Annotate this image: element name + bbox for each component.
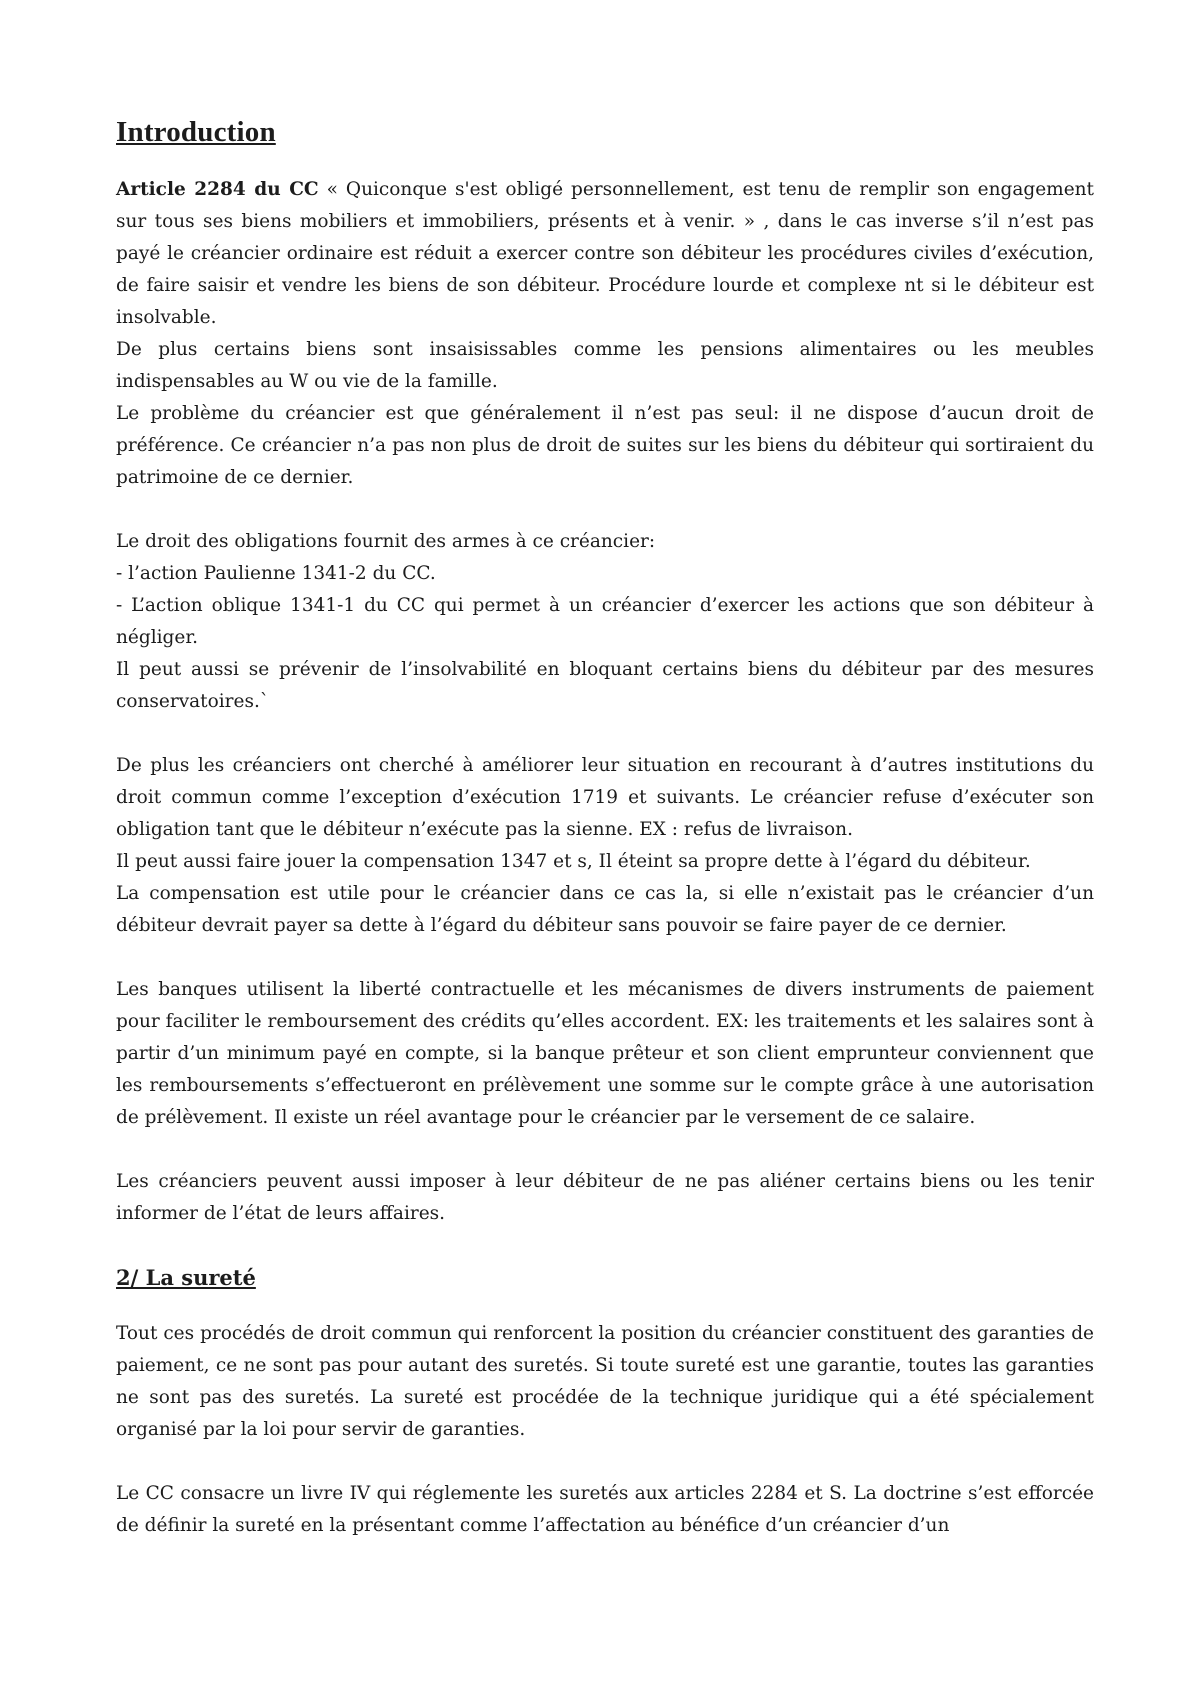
section-title-surete: 2/ La sureté (116, 1265, 256, 1290)
paragraph-article-2284 (116, 174, 1094, 334)
paragraph-alienation: Les créanciers peuvent aussi imposer à leur débiteur de ne pas aliéner certains biens ou les tenir informer de l’état de leurs affaires. (116, 1171, 1094, 1224)
list-item-action-paulienne: - l’action Paulienne 1341-2 du CC. (116, 563, 436, 584)
page-title: Introduction (116, 116, 276, 148)
paragraph-droit-obligations: Le droit des obligations fournit des armes à ce créancier: (116, 531, 656, 552)
article-quote-text: « Quiconque s'est obligé personnellement, est tenu de remplir son engagement sur tous ses biens mobiliers et immobiliers, présents et à venir. » , dans le cas inverse s’il n’est pas payé le créancier ordinaire est réduit a exercer contre son débiteur les procédures civiles d’exécution, de faire saisir et vendre les biens de son débiteur. Procédure lourde et complexe nt si le débiteur est insolvable. (116, 179, 1094, 328)
paragraph-compensation: Il peut aussi faire jouer la compensation 1347 et s, Il éteint sa propre dette à l’égard du débiteur. (116, 851, 1031, 872)
paragraph-banques: Les banques utilisent la liberté contractuelle et les mécanismes de divers instruments de paiement pour faciliter le remboursement des crédits qu’elles accordent. EX: les traitements et les salaires sont à partir d’un minimum payé en compte, si la banque prêteur et son client emprunteur conviennent que les remboursements s’effectueront en prélèvement une somme sur le compte grâce à une autorisation de prélèvement. Il existe un réel avantage pour le créancier par le versement de ce salaire. (116, 979, 1094, 1128)
paragraph-garanties: Tout ces procédés de droit commun qui renforcent la position du créancier constituent des garanties de paiement, ce ne sont pas pour autant des suretés. Si toute sureté est une garantie, toutes las garanties ne sont pas des suretés. La sureté est procédée de la technique juridique qui a été spécialement organisé par la loi pour servir de garanties. (116, 1323, 1094, 1440)
paragraph-exception-execution: De plus les créanciers ont cherché à améliorer leur situation en recourant à d’autres institutions du droit commun comme l’exception d’exécution 1719 et suivants. Le créancier refuse d’exécuter son obligation tant que le débiteur n’exécute pas la sienne. EX : refus de livraison. (116, 755, 1094, 840)
article-reference: Article 2284 du CC (116, 179, 319, 200)
paragraph-probleme-creancier: Le problème du créancier est que généralement il n’est pas seul: il ne dispose d’aucun droit de préférence. Ce créancier n’a pas non plus de droit de suites sur les biens du débiteur qui sortiraient du patrimoine de ce dernier. (116, 403, 1094, 488)
paragraph-insaisissables: De plus certains biens sont insaisissables comme les pensions alimentaires ou les meubles indispensables au W ou vie de la famille. (116, 339, 1094, 392)
list-item-action-oblique: - L’action oblique 1341-1 du CC qui permet à un créancier d’exercer les actions que son débiteur à négliger. (116, 595, 1094, 648)
paragraph-livre-iv: Le CC consacre un livre IV qui réglemente les suretés aux articles 2284 et S. La doctrine s’est efforcée de définir la sureté en la présentant comme l’affectation au bénéfice d’un créancier d’un (116, 1483, 1094, 1536)
paragraph-mesures-conservatoires: Il peut aussi se prévenir de l’insolvabilité en bloquant certains biens du débiteur par des mesures conservatoires.` (116, 659, 1094, 712)
paragraph-compensation-utile: La compensation est utile pour le créancier dans ce cas la, si elle n’existait pas le créancier d’un débiteur devrait payer sa dette à l’égard du débiteur sans pouvoir se faire payer de ce dernier. (116, 883, 1094, 936)
document-page (116, 112, 1094, 1542)
